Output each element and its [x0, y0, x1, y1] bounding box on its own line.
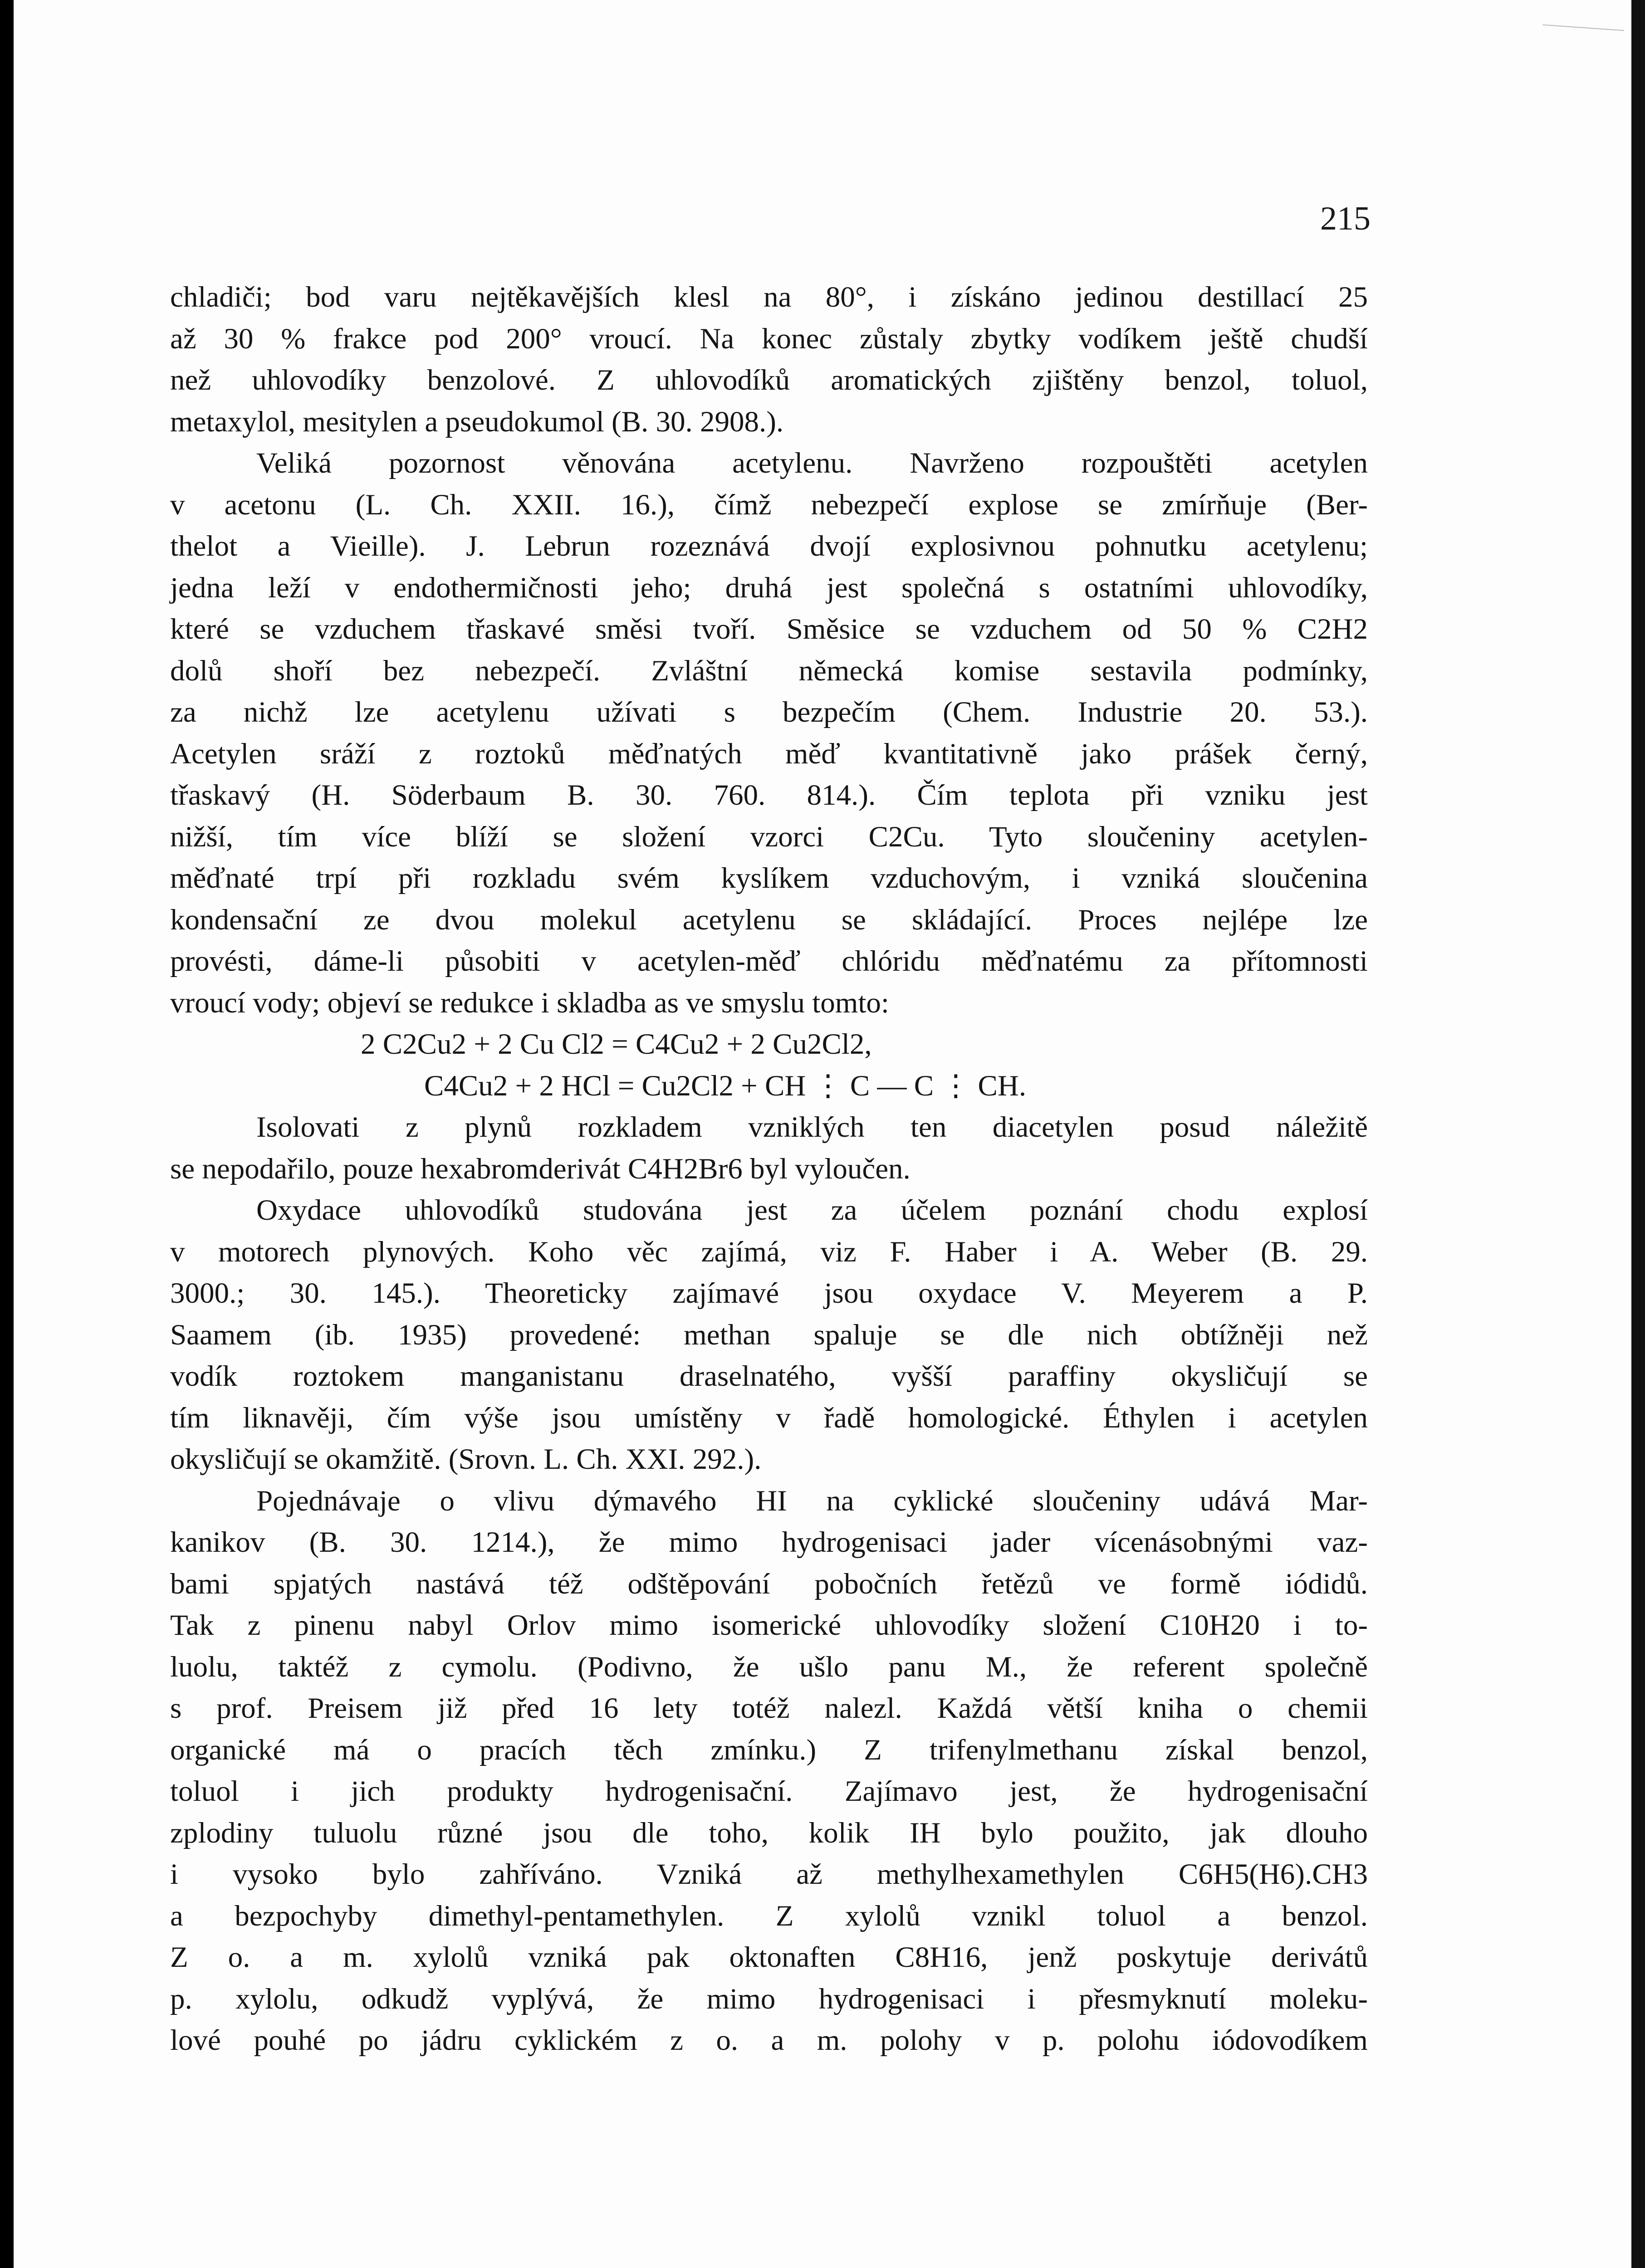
text-line: nižší, tím více blíží se složení vzorci C2Cu. Tyto sloučeniny acetylen- [170, 820, 1368, 853]
text-line: luolu, taktéž z cymolu. (Podivno, že ušlo panu M., že referent společně [170, 1650, 1368, 1683]
text-line: které se vzduchem třaskavé směsi tvoří. Směsice se vzduchem od 50 % C2H2 [170, 613, 1368, 645]
text-line: thelot a Vieille). J. Lebrun rozeznává dvojí explosivnou pohnutku acetylenu; [170, 530, 1368, 562]
body-text [170, 277, 1368, 2062]
book-page [14, 0, 1631, 2268]
text-line: v acetonu (L. Ch. XXII. 16.), čímž nebezpečí explose se zmírňuje (Ber- [170, 488, 1368, 521]
text-line: Tak z pinenu nabyl Orlov mimo isomerické uhlovodíky složení C10H20 i to- [170, 1609, 1368, 1642]
text-line: Saamem (ib. 1935) provedené: methan spaluje se dle nich obtížněji než [170, 1318, 1368, 1351]
text-line: Z o. a m. xylolů vzniká pak oktonaften C8H16, jenž poskytuje derivátů [170, 1941, 1368, 1974]
text-line: provésti, dáme-li působiti v acetylen-měď chlóridu měďnatému za přítomnosti [170, 945, 1368, 978]
text-line: lové pouhé po jádru cyklickém z o. a m. polohy v p. polohu iódovodíkem [170, 2024, 1368, 2057]
text-line: třaskavý (H. Söderbaum B. 30. 760. 814.). Čím teplota při vzniku jest [170, 779, 1368, 811]
text-line: zplodiny tuluolu různé jsou dle toho, kolik IH bylo použito, jak dlouho [170, 1816, 1368, 1849]
paragraph-first-line: Oxydace uhlovodíků studována jest za účelem poznání chodu explosí [256, 1194, 1368, 1227]
text-line: kondensační ze dvou molekul acetylenu se skládající. Proces nejlépe lze [170, 903, 1368, 936]
text-line: a bezpochyby dimethyl-pentamethylen. Z xylolů vznikl toluol a benzol. [170, 1899, 1368, 1932]
paragraph-first-line: Pojednávaje o vlivu dýmavého HI na cyklické sloučeniny udává Mar- [256, 1484, 1368, 1517]
chemical-equation: C4Cu2 + 2 HCl = Cu2Cl2 + CH ⋮ C — C ⋮ CH. [424, 1069, 1027, 1102]
text-line: toluol i jich produkty hydrogenisační. Zajímavo jest, že hydrogenisační [170, 1775, 1368, 1808]
paragraph-first-line: Veliká pozornost věnována acetylenu. Navrženo rozpouštěti acetylen [256, 447, 1368, 479]
text-line: jedna leží v endothermičnosti jeho; druhá jest společná s ostatními uhlovodíky, [170, 571, 1368, 604]
scan-edge [1631, 0, 1645, 2268]
text-line: tím liknavěji, čím výše jsou umístěny v řadě homologické. Éthylen i acetylen [170, 1401, 1368, 1434]
chemical-equation: 2 C2Cu2 + 2 Cu Cl2 = C4Cu2 + 2 Cu2Cl2, [361, 1028, 872, 1061]
scan-mark [1542, 24, 1624, 31]
text-line: se nepodařilo, pouze hexabromderivát C4H2Br6 byl vyloučen. [170, 1152, 911, 1185]
text-line: p. xylolu, odkudž vyplývá, že mimo hydrogenisaci i přesmyknutí moleku- [170, 1982, 1368, 2015]
text-line: chladiči; bod varu nejtěkavějších klesl na 80°, i získáno jedinou destillací 25 [170, 281, 1368, 313]
text-line: vroucí vody; objeví se redukce i skladba as ve smyslu tomto: [170, 986, 889, 1019]
text-line: s prof. Preisem již před 16 lety totéž nalezl. Každá větší kniha o chemii [170, 1692, 1368, 1725]
text-line: dolů shoří bez nebezpečí. Zvláštní německá komise sestavila podmínky, [170, 654, 1368, 687]
text-line: metaxylol, mesitylen a pseudokumol (B. 30. 2908.). [170, 405, 784, 438]
text-line: v motorech plynových. Koho věc zajímá, viz F. Haber i A. Weber (B. 29. [170, 1235, 1368, 1268]
paragraph-first-line: Isolovati z plynů rozkladem vzniklých ten diacetylen posud náležitě [256, 1111, 1368, 1144]
text-line: vodík roztokem manganistanu draselnatého, vyšší paraffiny okysličují se [170, 1360, 1368, 1393]
text-line: okysličují se okamžitě. (Srovn. L. Ch. XXI. 292.). [170, 1443, 762, 1476]
text-line: až 30 % frakce pod 200° vroucí. Na konec zůstaly zbytky vodíkem ještě chudší [170, 322, 1368, 355]
text-line: než uhlovodíky benzolové. Z uhlovodíků aromatických zjištěny benzol, toluol, [170, 364, 1368, 396]
text-line: měďnaté trpí při rozkladu svém kyslíkem vzduchovým, i vzniká sloučenina [170, 862, 1368, 894]
text-line: kanikov (B. 30. 1214.), že mimo hydrogenisaci jader vícenásobnými vaz- [170, 1526, 1368, 1559]
text-line: bami spjatých nastává též odštěpování pobočních řetězů ve formě iódidů. [170, 1567, 1368, 1600]
text-line: za nichž lze acetylenu užívati s bezpečím (Chem. Industrie 20. 53.). [170, 696, 1368, 728]
text-line: i vysoko bylo zahříváno. Vzniká až methylhexamethylen C6H5(H6).CH3 [170, 1858, 1368, 1891]
text-line: organické má o pracích těch zmínku.) Z trifenylmethanu získal benzol, [170, 1733, 1368, 1766]
text-line: 3000.; 30. 145.). Theoreticky zajímavé jsou oxydace V. Meyerem a P. [170, 1277, 1368, 1310]
page-number: 215 [1320, 200, 1371, 237]
text-line: Acetylen sráží z roztoků měďnatých měď kvantitativně jako prášek černý, [170, 737, 1368, 770]
